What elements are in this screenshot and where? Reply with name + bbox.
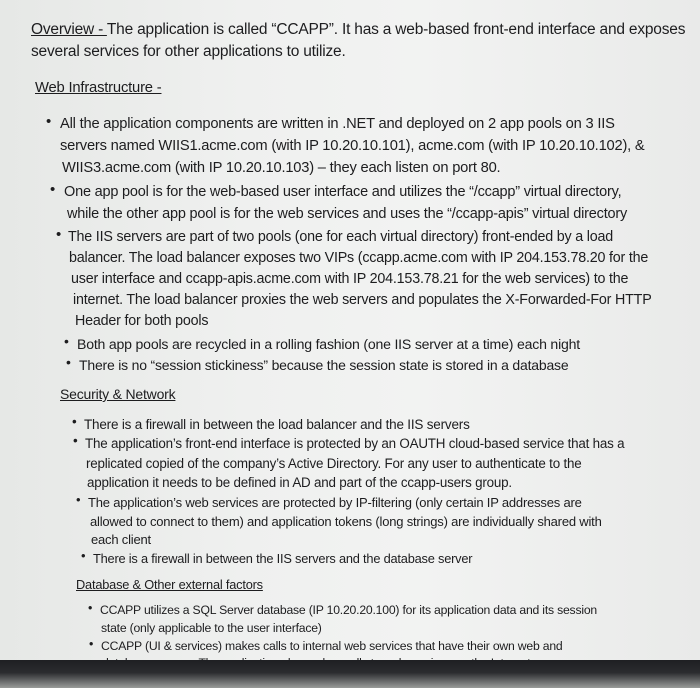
web-bullet-1-line-2: servers named WIIS1.acme.com (with IP 10.20.10.101), acme.com (with IP 10.20.10.102), & — [60, 138, 645, 154]
bullet-icon: • — [66, 354, 71, 370]
bullet-icon: • — [76, 492, 81, 507]
database-bullet-1-line-1: CCAPP utilizes a SQL Server database (IP 10.20.20.100) for its application data and its session — [100, 603, 598, 617]
web-bullet-3-line-1: The IIS servers are part of two pools (one for each virtual directory) front-ended by a load — [68, 229, 614, 245]
security-bullet-2-line-2: replicated copied of the company’s Active Directory. For any user to authenticate to the — [86, 456, 582, 471]
bullet-icon: • — [73, 433, 78, 448]
web-bullet-5: There is no “session stickiness” because the session state is stored in a database — [79, 357, 569, 373]
database-heading: Database & Other external factors — [76, 577, 263, 592]
security-bullet-3-line-1: The application’s web services are protected by IP-filtering (only certain IP addresses are — [88, 495, 582, 510]
web-bullet-1-line-1: All the application components are written in .NET and deployed on 2 app pools on 3 IIS — [60, 116, 615, 132]
database-bullet-1-line-2: state (only applicable to the user interface) — [101, 621, 322, 635]
screen-bottom-edge — [0, 660, 700, 688]
security-bullet-3-line-3: each client — [91, 532, 151, 547]
security-bullet-4: There is a firewall in between the IIS servers and the database server — [93, 551, 473, 566]
web-bullet-3-line-2: balancer. The load balancer exposes two VIPs (ccapp.acme.com with IP 204.153.78.20 for the — [69, 250, 649, 266]
security-bullet-2-line-1: The application’s front-end interface is protected by an OAUTH cloud-based service that has a — [85, 436, 625, 451]
bullet-icon: • — [56, 226, 62, 243]
web-bullet-3-line-4: internet. The load balancer proxies the web servers and populates the X-Forwarded-For HTTP — [73, 292, 652, 308]
web-bullet-3-line-5: Header for both pools — [75, 313, 209, 329]
overview-label: Overview - — [31, 21, 107, 38]
bullet-icon: • — [46, 113, 52, 130]
bullet-icon: • — [88, 601, 93, 615]
bullet-icon: • — [72, 414, 77, 429]
web-bullet-4: Both app pools are recycled in a rolling fashion (one IIS server at a time) each night — [77, 336, 580, 352]
web-bullet-1-line-3: WIIS3.acme.com (with IP 10.20.10.103) – they each listen on port 80. — [62, 160, 501, 176]
web-bullet-3-line-3: user interface and ccapp-apis.acme.com with IP 204.153.78.21 for the web services) to the — [71, 271, 629, 287]
web-bullet-2-line-2: while the other app pool is for the web services and uses the “/ccapp-apis” virtual directory — [67, 206, 628, 222]
bullet-icon: • — [50, 181, 56, 198]
security-network-heading: Security & Network — [60, 386, 176, 402]
overview-text-1: The application is called “CCAPP”. It has a web-based front-end interface and exposes — [106, 21, 686, 38]
web-bullet-2-line-1: One app pool is for the web-based user interface and utilizes the “/ccapp” virtual directory, — [64, 184, 622, 200]
security-bullet-3-line-2: allowed to connect to them) and application tokens (long strings) are individually shared with — [90, 514, 602, 529]
bullet-icon: • — [64, 333, 69, 349]
security-bullet-2-line-3: application it needs to be defined in AD and part of the ccapp-users group. — [87, 475, 512, 490]
overview-line-2: several services for other applications to utilize. — [31, 43, 346, 60]
bullet-icon: • — [81, 548, 86, 563]
web-infrastructure-heading: Web Infrastructure - — [35, 80, 162, 96]
overview-line-1 — [31, 21, 685, 39]
security-bullet-1: There is a firewall in between the load balancer and the IIS servers — [84, 417, 470, 432]
bullet-icon: • — [89, 637, 94, 651]
database-bullet-2-line-1: CCAPP (UI & services) makes calls to internal web services that have their own web and — [101, 639, 563, 653]
